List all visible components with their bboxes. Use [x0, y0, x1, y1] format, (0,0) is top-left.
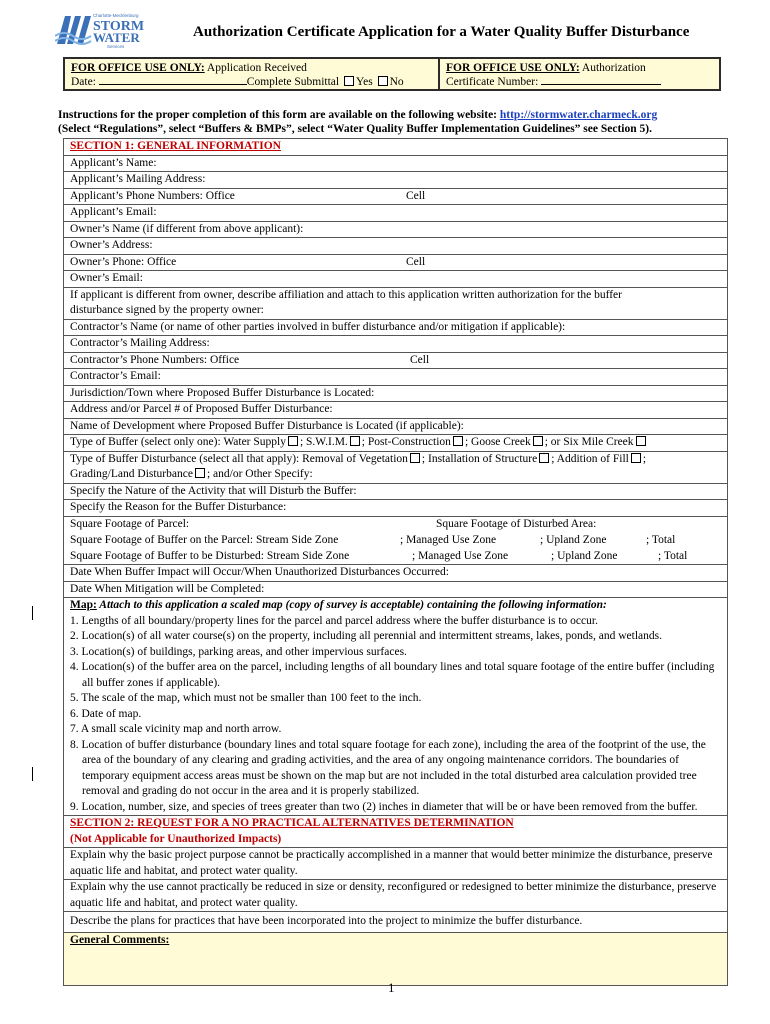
- development-field[interactable]: [64, 419, 727, 436]
- option-label: ; Installation of Structure: [421, 452, 538, 465]
- date-field[interactable]: [99, 75, 247, 85]
- general-comments-label: General Comments:: [70, 933, 170, 946]
- applicant-phone-field[interactable]: [64, 189, 727, 206]
- list-item: 3. Location(s) of buildings, parking areas, and other impervious surfaces.: [70, 645, 407, 658]
- complete-submittal-label: Complete Submittal: [246, 76, 340, 88]
- purpose-explanation-field[interactable]: [64, 848, 727, 880]
- managed-zone-label: ; Managed Use Zone: [412, 549, 509, 562]
- list-item: 1. Lengths of all boundary/property lines for the parcel and parcel address where the buffer disturbance is to occur.: [70, 614, 598, 627]
- instructions-line2: (Select “Regulations”, select “Buffers & BMPs”, select “Water Quality Buffer Implementation Guidelines” see Section 5).: [58, 123, 652, 135]
- map-requirements: [64, 598, 727, 816]
- field-label: Applicant’s Phone Numbers: Office: [70, 189, 235, 202]
- owner-name-field[interactable]: [64, 222, 727, 239]
- option-label: ; Addition of Fill: [551, 452, 629, 465]
- map-items-list: [70, 614, 721, 816]
- field-label: Applicant’s Email:: [70, 206, 157, 218]
- jurisdiction-field[interactable]: [64, 386, 727, 403]
- field-label: Date When Mitigation will be Completed:: [70, 582, 265, 595]
- field-label: If applicant is different from owner, describe affiliation and attach to this application written authorization for the buffer: [70, 288, 622, 301]
- page-number: 1: [388, 980, 395, 995]
- field-label: Square Footage of Buffer to be Disturbed: Stream Side Zone: [70, 549, 350, 562]
- application-form: [63, 138, 728, 986]
- field-label: disturbance signed by the property owner:: [70, 304, 264, 316]
- affiliation-field[interactable]: [64, 288, 727, 320]
- list-item: 2. Location(s) of all water course(s) on the property, including all perennial and intermittent streams, lakes, ponds, and wetlands.: [70, 630, 662, 642]
- applicant-name-field[interactable]: [64, 156, 727, 173]
- total-label: ; Total: [658, 549, 688, 562]
- section1-heading: SECTION 1: GENERAL INFORMATION: [70, 140, 281, 152]
- authorization-text: Authorization: [579, 62, 646, 74]
- contractor-phone-field[interactable]: [64, 353, 727, 370]
- buffer-type-row: [64, 435, 727, 452]
- disturbance-type-row: [64, 452, 727, 484]
- document-title: Authorization Certificate Application for a Water Quality Buffer Disturbance: [193, 24, 690, 40]
- option-label: ; or Six Mile Creek: [544, 436, 634, 448]
- logo-line4: Services: [107, 44, 125, 49]
- field-label: Jurisdiction/Town where Proposed Buffer Disturbance is Located:: [70, 386, 375, 399]
- field-label: Owner’s Address:: [70, 239, 153, 251]
- section2-subheading: (Not Applicable for Unauthorized Impacts): [70, 832, 282, 845]
- date-mitigation-field[interactable]: [64, 582, 727, 599]
- option-label: ; Goose Creek: [464, 436, 531, 448]
- certificate-number-label: Certificate Number:: [446, 76, 542, 88]
- option-label: ; S.W.I.M.: [299, 436, 348, 448]
- field-label: Applicant’s Mailing Address:: [70, 173, 206, 185]
- field-label: Square Footage of Buffer on the Parcel: Stream Side Zone: [70, 533, 339, 546]
- section1-heading-row: [64, 139, 727, 156]
- instructions: [58, 108, 738, 136]
- sqft-parcel-field[interactable]: [64, 517, 727, 533]
- revision-mark: [32, 606, 33, 620]
- yes-label: Yes: [355, 76, 373, 88]
- field-label: Type of Buffer (select only one): Water Supply: [70, 436, 286, 448]
- parcel-field[interactable]: [64, 402, 727, 419]
- yes-checkbox[interactable]: [344, 76, 354, 86]
- list-item: 4. Location(s) of the buffer area on the parcel, including lengths of all boundary lines and total square footage of the entire buffer (including all buffer zones if applicable).: [70, 661, 715, 689]
- stormwater-website-link[interactable]: http://stormwater.charmeck.org: [499, 109, 658, 121]
- installation-structure-checkbox[interactable]: [539, 453, 549, 463]
- water-supply-checkbox[interactable]: [288, 436, 298, 446]
- contractor-address-field[interactable]: [64, 336, 727, 353]
- field-label: Explain why the use cannot practically be reduced in size or density, reconfigured or redesigned to better minimize the disturbance, preserve aquatic life and habitat, and protect water quality.: [70, 881, 717, 909]
- option-label: ; Post-Construction: [361, 436, 451, 448]
- instructions-line1: Instructions for the proper completion of this form are available on the following website:: [58, 109, 500, 121]
- logo-line2: STORM: [93, 19, 145, 34]
- section2-heading-row: [64, 816, 727, 848]
- addition-fill-checkbox[interactable]: [631, 453, 641, 463]
- logo-wave-icon: [55, 10, 173, 50]
- logo-line1: Charlotte-Mecklenburg: [93, 13, 139, 18]
- contractor-email-field[interactable]: [64, 369, 727, 386]
- sqft-buffer-disturbed-field[interactable]: [64, 549, 727, 566]
- option-label: Grading/Land Disturbance: [70, 468, 193, 480]
- goose-creek-checkbox[interactable]: [533, 436, 543, 446]
- field-label: Owner’s Email:: [70, 272, 143, 284]
- logo-line3: WATER: [93, 30, 140, 45]
- office-use-label-right: FOR OFFICE USE ONLY:: [446, 62, 580, 74]
- list-item: 6. Date of map.: [70, 707, 142, 720]
- field-label: Specify the Nature of the Activity that will Disturb the Buffer:: [70, 484, 357, 497]
- cell-label: Cell: [406, 255, 426, 268]
- owner-email-field[interactable]: [64, 271, 727, 288]
- six-mile-creek-checkbox[interactable]: [636, 436, 646, 446]
- stormwater-logo: [55, 10, 173, 50]
- list-item: 9. Location, number, size, and species of trees greater than two (2) inches in diameter that will be or have been removed from the buffer.: [70, 800, 698, 813]
- office-use-box-right: [438, 57, 721, 91]
- field-label: Applicant’s Name:: [70, 156, 157, 169]
- applicant-address-field[interactable]: [64, 172, 727, 189]
- certificate-number-field[interactable]: [541, 75, 661, 85]
- date-impact-field[interactable]: [64, 565, 727, 582]
- field-label: Address and/or Parcel # of Proposed Buffer Disturbance:: [70, 403, 333, 415]
- managed-zone-label: ; Managed Use Zone: [400, 533, 497, 546]
- map-intro: Attach to this application a scaled map (copy of survey is acceptable) containing the following information:: [96, 599, 607, 611]
- field-label: Name of Development where Proposed Buffer Disturbance is Located (if applicable):: [70, 419, 464, 432]
- field-label: Contractor’s Email:: [70, 370, 161, 382]
- office-use-box-left: [63, 57, 440, 91]
- total-label: ; Total: [646, 533, 676, 546]
- option-label: ;: [642, 452, 647, 465]
- contractor-name-field[interactable]: [64, 320, 727, 337]
- sqft-buffer-field[interactable]: [64, 533, 727, 549]
- practices-field[interactable]: [64, 912, 727, 933]
- revision-mark: [32, 767, 33, 781]
- no-label: No: [389, 76, 404, 88]
- field-label: Date When Buffer Impact will Occur/When Unauthorized Disturbances Occurred:: [70, 566, 449, 578]
- list-item: 8. Location of buffer disturbance (boundary lines and total square footage for each zone), including the area of the footprint of the use, the area of the boundary of any clearing and grading activities, and the area of any ongoing maintenance corridors. The boundaries of temporary equipment access areas must be shown on the map but are not included in the total disturbed area calculation provided tree removal and grading do not occur in the area and it is properly stabilized.: [70, 738, 706, 797]
- owner-phone-field[interactable]: [64, 255, 727, 272]
- field-label: Owner’s Phone: Office: [70, 255, 177, 268]
- office-use-label: FOR OFFICE USE ONLY:: [71, 62, 205, 74]
- upland-zone-label: ; Upland Zone: [551, 549, 618, 562]
- field-label: Explain why the basic project purpose cannot be practically accomplished in a manner that would better minimize the disturbance, preserve aquatic life and habitat, and protect water quality.: [70, 849, 713, 877]
- field-label: Contractor’s Phone Numbers: Office: [70, 353, 240, 366]
- section2-heading: SECTION 2: REQUEST FOR A NO PRACTICAL ALTERNATIVES DETERMINATION: [70, 817, 514, 829]
- field-label: Owner’s Name (if different from above applicant):: [70, 222, 304, 235]
- reduction-explanation-field[interactable]: [64, 880, 727, 912]
- upland-zone-label: ; Upland Zone: [540, 533, 607, 546]
- date-label: Date:: [71, 76, 99, 88]
- application-received-text: Application Received: [204, 62, 307, 74]
- field-label: Contractor’s Mailing Address:: [70, 337, 210, 349]
- applicant-email-field[interactable]: [64, 205, 727, 222]
- removal-vegetation-checkbox[interactable]: [410, 453, 420, 463]
- list-item: 7. A small scale vicinity map and north arrow.: [70, 723, 282, 735]
- field-label: Contractor’s Name (or name of other parties involved in buffer disturbance and/or mitigation if applicable):: [70, 320, 566, 333]
- grading-checkbox[interactable]: [195, 468, 205, 478]
- general-comments-field[interactable]: [64, 933, 727, 985]
- owner-address-field[interactable]: [64, 238, 727, 255]
- swim-checkbox[interactable]: [350, 436, 360, 446]
- list-item: 5. The scale of the map, which must not be smaller than 100 feet to the inch.: [70, 692, 422, 704]
- cell-label: Cell: [406, 189, 426, 202]
- cell-label: Cell: [410, 353, 430, 366]
- reason-field[interactable]: [64, 500, 727, 517]
- option-label: ; and/or Other Specify:: [206, 468, 313, 480]
- field-label: Square Footage of Parcel:: [70, 517, 190, 530]
- field-label: Type of Buffer Disturbance (select all that apply): Removal of Vegetation: [70, 452, 408, 465]
- field-label: Specify the Reason for the Buffer Disturbance:: [70, 501, 287, 513]
- no-checkbox[interactable]: [378, 76, 388, 86]
- post-construction-checkbox[interactable]: [453, 436, 463, 446]
- map-label: Map:: [70, 599, 97, 611]
- nature-field[interactable]: [64, 484, 727, 501]
- field-label: Square Footage of Disturbed Area:: [436, 517, 597, 530]
- field-label: Describe the plans for practices that have been incorporated into the project to minimize the buffer disturbance.: [70, 915, 583, 927]
